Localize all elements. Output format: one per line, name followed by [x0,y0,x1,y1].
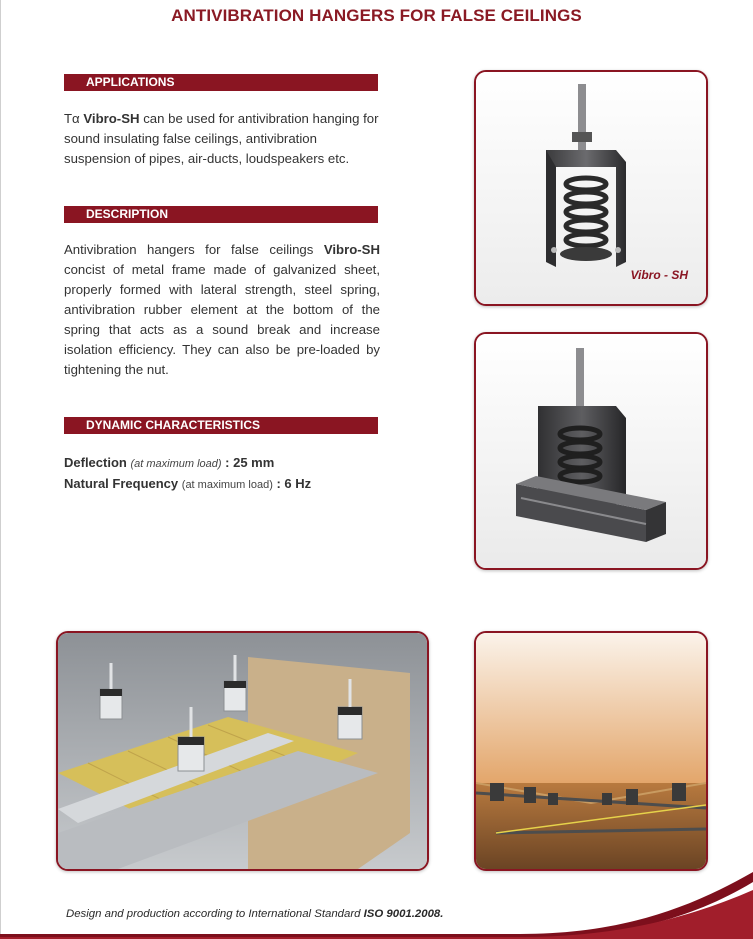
deflection-line [64,453,380,474]
description-heading: DESCRIPTION [64,206,378,223]
applications-heading: APPLICATIONS [64,74,378,91]
frequency-label: Natural Frequency [64,476,179,491]
description-prefix: Antivibration hangers for false ceilings [64,242,324,257]
footer-text: Design and production according to International Standard [66,908,364,920]
footer-swoosh [0,868,753,939]
installation-render-photo [56,631,429,871]
deflection-value: : 25 mm [221,455,275,470]
applications-product-name: Vibro-SH [83,111,140,126]
page-edge-line [0,0,1,939]
description-product-name: Vibro-SH [323,242,380,257]
frequency-line [64,474,380,495]
page-title: ANTIVIBRATION HANGERS FOR FALSE CEILINGS [171,6,582,25]
description-text: concist of metal frame made of galvanized sheet, properly formed with lateral strength, steel spring, antivibration rubber element at the bottom of the spring that acts as a sound break and increase isolation efficiency. They can also be pre-loaded by tightening the nut. [64,262,380,377]
dynamic-specs [64,453,380,495]
dynamic-heading: DYNAMIC CHARACTERISTICS [64,417,378,434]
frequency-value: : 6 Hz [272,476,312,491]
installation-site-photo [474,631,708,871]
applications-paragraph [64,109,380,169]
applications-prefix: Tα [64,111,84,126]
installation-render-illustration [58,633,427,869]
product-photo-mounted [474,332,708,570]
frequency-note: (at maximum load) [181,479,273,491]
installation-site-illustration [476,633,706,869]
product-photo-hanger [474,70,708,306]
deflection-label: Deflection [64,455,127,470]
description-paragraph [64,240,380,380]
deflection-note: (at maximum load) [130,458,222,470]
mounted-hanger-illustration [476,334,706,568]
product-caption: Vibro - SH [630,268,688,282]
applications-text: can be used for antivibration hanging for sound insulating false ceilings, antivibration suspension of pipes, air-ducts, loudspeakers etc. [64,111,379,166]
footer-standard: ISO 9001.2008. [363,908,444,920]
